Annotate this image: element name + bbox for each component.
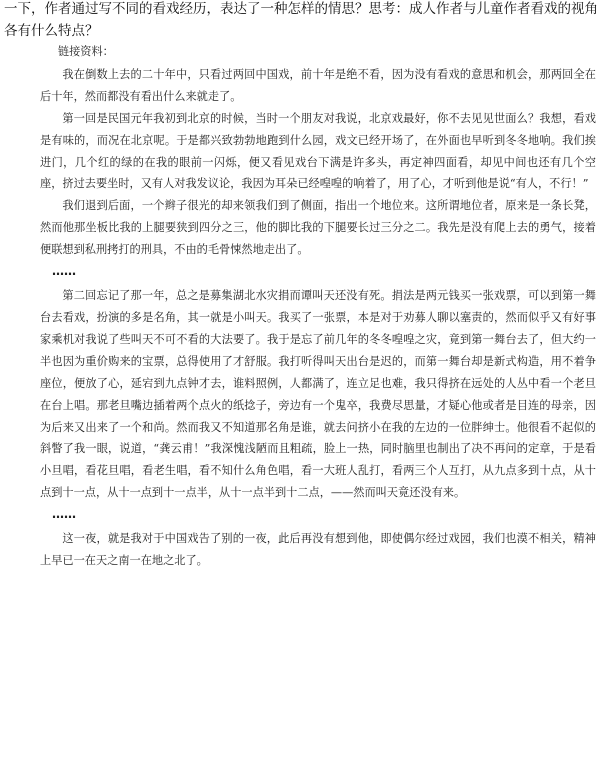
ellipsis-2: …… xyxy=(52,507,76,522)
material-label: 链接资料： xyxy=(57,45,114,58)
ellipsis-1: …… xyxy=(52,264,76,279)
paragraph-farewell: 这一夜，就是我对于中国戏告了别的一夜，此后再没有想到他，即使偶尔经过戏园，我们也漠不相关，精神上早已一在天之南一在地之北了。 xyxy=(40,532,596,568)
question-text: 一下，作者通过写不同的看戏经历，表达了一种怎样的情思？思考：成人作者与儿童作者看戏的视角各有什么特点？ xyxy=(4,1,598,39)
reading-material xyxy=(40,41,596,572)
paragraph-bench: 我们退到后面，一个辫子很光的却来领我们到了侧面，指出一个地位来。这所谓地位者，原来是一条长凳，然而他那坐板比我的上腿要狭到四分之三，他的脚比我的下腿要长过三分之二。我先是没有爬上去的勇气，接着便联想到私刑拷打的刑具，不由的毛骨悚然地走出了。 xyxy=(40,199,596,257)
paragraph-intro: 我在倒数上去的二十年中，只看过两回中国戏，前十年是绝不看，因为没有看戏的意思和机会，那两回全在后十年，然而都没有看出什么来就走了。 xyxy=(40,67,596,103)
paragraph-first-visit: 第一回是民国元年我初到北京的时候，当时一个朋友对我说，北京戏最好，你不去见见世面么？我想，看戏是有味的，而况在北京呢。于是都兴致勃勃地跑到什么园，戏文已经开场了，在外面也早听到冬冬地响。我们挨进门，几个红的绿的在我的眼前一闪烁，便又看见戏台下满是许多头，再定神四面看，却见中间也还有几个空座，挤过去要坐时，又有人对我发议论，我因为耳朵已经喤喤的响着了，用了心，才听到他是说“有人，不行！” xyxy=(40,111,596,191)
paragraph-second-visit: 第二回忘记了那一年，总之是募集湖北水灾捐而谭叫天还没有死。捐法是两元钱买一张戏票，可以到第一舞台去看戏，扮演的多是名角，其一就是小叫天。我买了一张票，本是对于劝募人聊以塞责的，然而似乎又有好事家乘机对我说了些叫天不可不看的大法要了。我于是忘了前几年的冬冬喤喤之灾，竟到第一舞台去了，但大约一半也因为重价购来的宝票，总得使用了才舒服。我打听得叫天出台是迟的，而第一舞台却是新式构造，用不着争座位，便放了心，延宕到九点钟才去，谁料照例，人都满了，连立足也难，我只得挤在远处的人丛中看一个老旦在台上唱。那老旦嘴边插着两个点火的纸捻子，旁边有一个鬼卒，我费尽思量，才疑心他或者是目连的母亲，因为后来又出来了一个和尚。然而我又不知道那名角是谁，就去问挤小在我的左边的一位胖绅士。他很看不起似的斜瞥了我一眼，说道，“龚云甫！”我深愧浅陋而且粗疏，脸上一热，同时脑里也制出了决不再问的定章，于是看小旦唱，看花旦唱，看老生唱，看不知什么角色唱，看一大班人乱打，看两三个人互打，从九点多到十点，从十点到十一点，从十一点到十一点半，从十一点半到十二点，——然而叫天竟还没有来。 xyxy=(40,289,596,500)
